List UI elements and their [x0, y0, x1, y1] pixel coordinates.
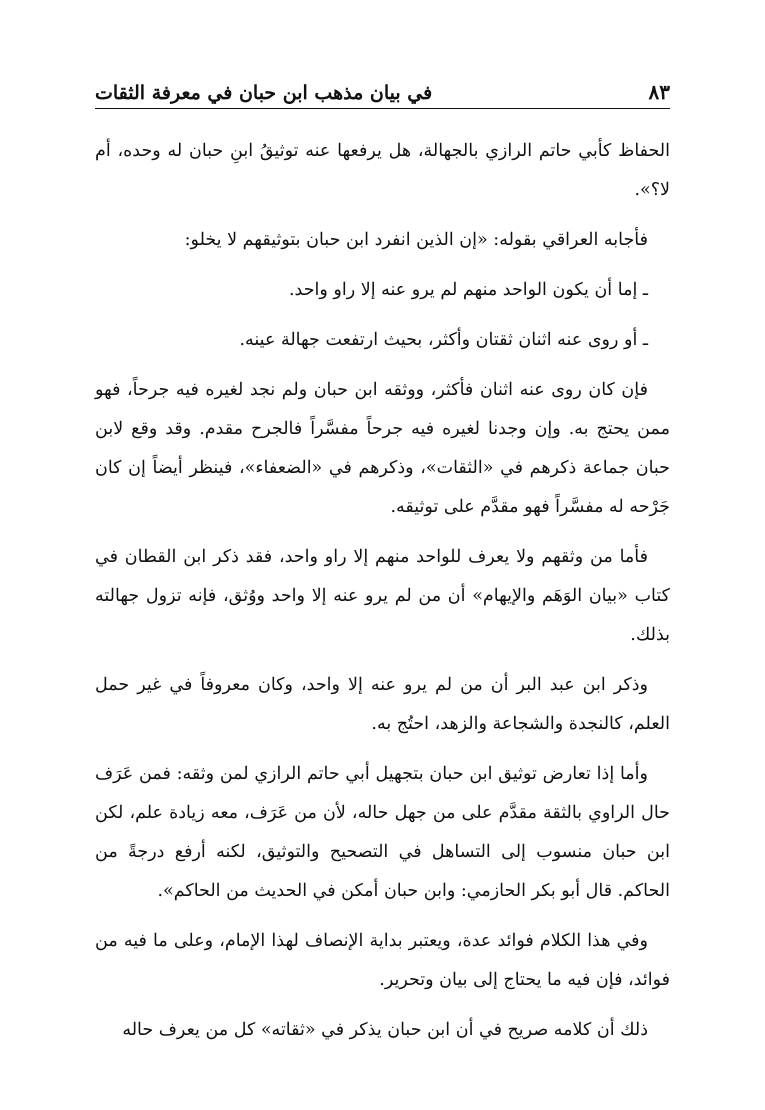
paragraph-answer-intro: فأجابه العراقي بقوله: «إن الذين انفرد ابن حبان بتوثيقهم لا يخلو:: [184, 230, 648, 250]
running-title: في بيان مذهب ابن حبان في معرفة الثقات: [95, 82, 433, 104]
page-header: [95, 68, 670, 109]
paragraph-last: ذلك أن كلامه صريح في أن ابن حبان يذكر في «ثقاته» كل من يعرف حاله: [122, 1020, 648, 1040]
paragraph: وذكر ابن عبد البر أن من لم يرو عنه إلا واحد، وكان معروفاً في غير حمل العلم، كالنجدة والشجاعة والزهد، احتُج به.: [95, 675, 670, 734]
paragraph: وأما إذا تعارض توثيق ابن حبان بتجهيل أبي حاتم الرازي لمن وثقه: فمن عَرَف حال الراوي بالثقة مقدَّم على من جهل حاله، لأن من عَرَف، معه زيادة علم، لكن ابن حبان منسوب إلى التساهل في التصحيح والتوثيق، لكنه أرفع درجةً من الحاكم. قال أبو بكر الحازمي: وابن حبان أمكن في الحديث من الحاكم».: [95, 764, 670, 901]
list-item-case-two: ـ أو روى عنه اثنان ثقتان وأكثر، بحيث ارتفعت جهالة عينه.: [239, 330, 648, 350]
paragraph: فأما من وثقهم ولا يعرف للواحد منهم إلا راو واحد، فقد ذكر ابن القطان في كتاب «بيان الوَهَم والإيهام» أن من لم يرو عنه إلا واحد ووُثق، فإنه تزول جهالته بذلك.: [95, 547, 670, 645]
paragraph-continuation: الحفاظ كأبي حاتم الرازي بالجهالة، هل يرفعها عنه توثيقُ ابنِ حبان له وحده، أم لا؟».: [95, 141, 670, 200]
paragraph: فإن كان روى عنه اثنان فأكثر، ووثقه ابن حبان ولم نجد لغيره فيه جرحاً، فهو ممن يحتج به. وإن وجدنا لغيره فيه جرحاً مفسَّراً فالجرح مقدم. وقد وقع لابن حبان جماعة ذكرهم في «الثقات»، وذكرهم في «الضعفاء»، فينظر أيضاً إن كان جَرْحه له مفسَّراً فهو مقدَّم على توثيقه.: [95, 380, 670, 517]
list-item-case-one: ـ إما أن يكون الواحد منهم لم يرو عنه إلا راو واحد.: [288, 280, 648, 300]
page-body: [95, 132, 670, 1061]
page-number: ٨٣: [648, 80, 670, 104]
paragraph: وفي هذا الكلام فوائد عدة، ويعتبر بداية الإنصاف لهذا الإمام، وعلى ما فيه من فوائد، فإن فيه ما يحتاج إلى بيان وتحرير.: [95, 931, 670, 990]
